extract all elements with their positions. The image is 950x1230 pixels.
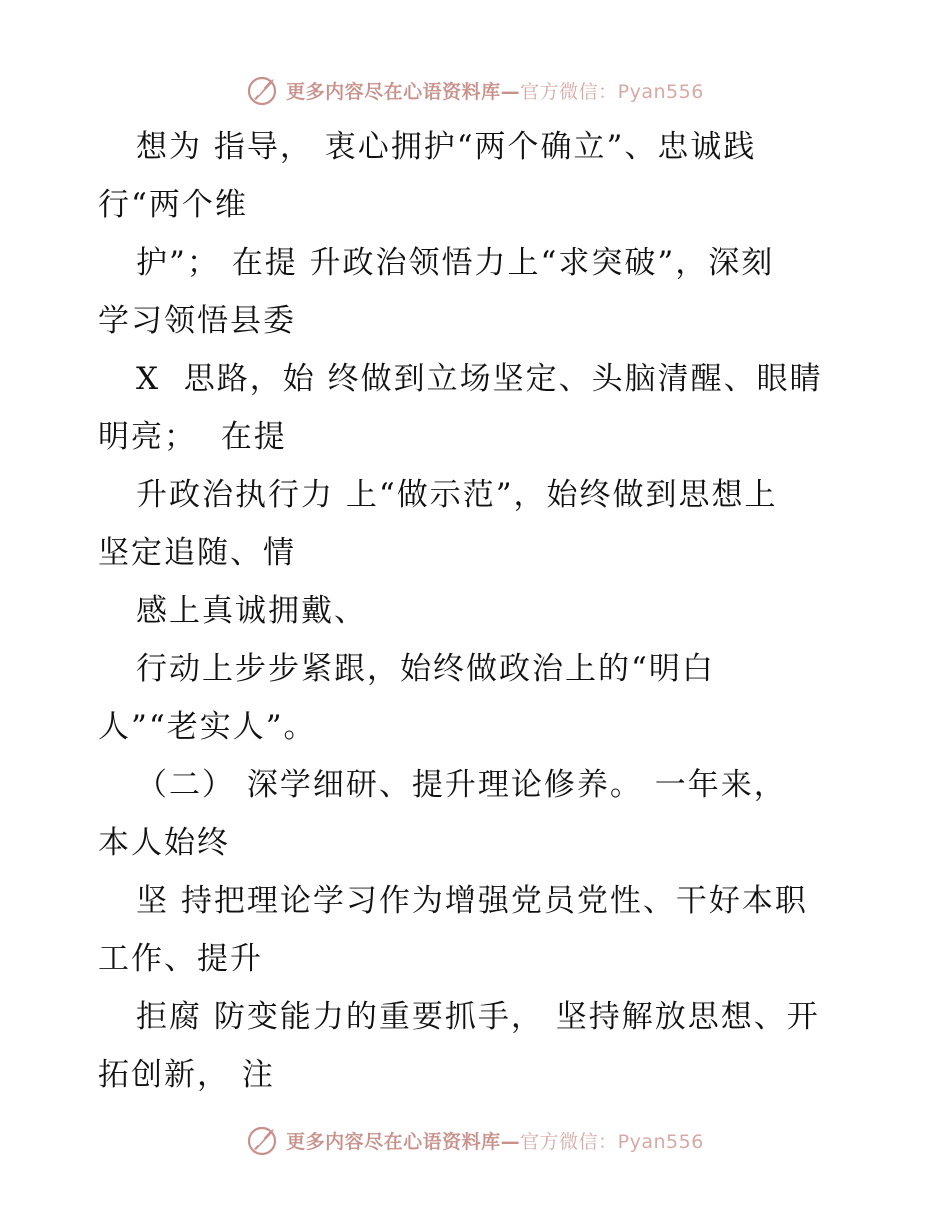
quill-logo-icon [246, 73, 280, 107]
quill-logo-icon [246, 1123, 280, 1157]
body-line: X 思路，始 终做到立场坚定、头脑清醒、眼睛 [136, 361, 823, 397]
body-line: 升政治执行力 上“做示范”，始终做到思想上 [136, 477, 778, 513]
body-line: 学习领悟县委 [98, 303, 296, 339]
footer-banner-text: 更多内容尽在心语资料库—官方微信：Pyan556 [286, 1130, 704, 1153]
body-line: 感上真诚拥戴、 [136, 593, 367, 629]
body-line: 明亮； 在提 [98, 419, 287, 455]
body-line: 坚定追随、情 [98, 535, 296, 571]
footer-wechat-text: 官方微信：Pyan556 [520, 1130, 704, 1153]
header-banner [0, 70, 950, 110]
body-line: 人”“老实人”。 [98, 709, 317, 745]
body-line: 行动上步步紧跟，始终做政治上的“明白 [136, 651, 715, 687]
body-line: 护”； 在提 升政治领悟力上“求突破”，深刻 [136, 245, 775, 281]
header-banner-text: 更多内容尽在心语资料库—官方微信：Pyan556 [286, 80, 704, 103]
body-line: 拓创新， 注 [98, 1057, 275, 1093]
body-line: 行“两个维 [98, 187, 248, 223]
body-line: 坚 持把理论学习作为增强党员党性、干好本职 [136, 883, 808, 919]
body-line: 想为 指导， 衷心拥护“两个确立”、忠诚践 [136, 129, 757, 165]
footer-banner [0, 1120, 950, 1160]
header-wechat-text: 官方微信：Pyan556 [520, 80, 704, 103]
section-heading-line: （二） 深学细研、提升理论修养。 一年来， [136, 767, 787, 803]
document-body [98, 118, 888, 1104]
body-line: 本人始终 [98, 825, 230, 861]
body-line: 工作、提升 [98, 941, 263, 977]
body-line: 拒腐 防变能力的重要抓手， 坚持解放思想、开 [136, 999, 820, 1035]
